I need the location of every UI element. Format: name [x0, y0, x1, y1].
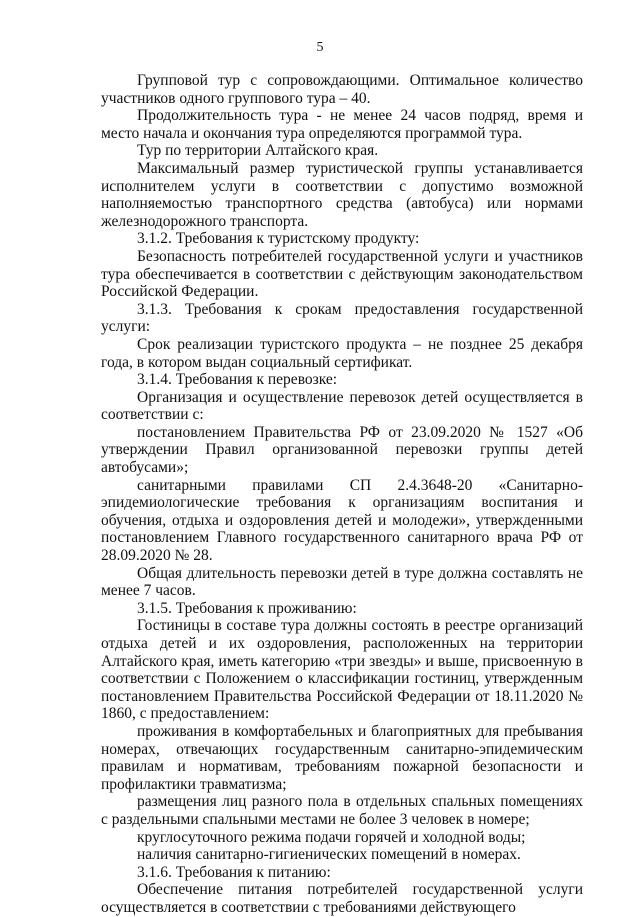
paragraph-catering: Обеспечение питания потребителей государственной услуги осуществляется в соответствии с требованиями действующего — [101, 881, 583, 916]
paragraph-safety: Безопасность потребителей государственной услуги и участников тура обеспечивается в соответствии с действующим законодательством Российской Федерации. — [101, 247, 583, 301]
paragraph-duration: Продолжительность тура - не менее 24 часов подряд, время и место начала и окончания тура определяются программой тура. — [101, 107, 583, 142]
paragraph-decree-1527: постановлением Правительства РФ от 23.09.2020 № 1527 «Об утверждении Правил организованной перевозки группы детей автобусами»; — [101, 423, 583, 477]
page-number: 5 — [316, 40, 324, 55]
paragraph-hotels: Гостиницы в составе тура должны состоять в реестре организаций отдыха детей и их оздоровления, расположенных на территории Алтайского края, иметь категорию «три звезды» и выше, присвоенную в соответствии с Положением о классификации гостиниц, утвержденным постановлением Правительства Российской Федерации от 18.11.2020 № 1860, с предоставлением: — [101, 617, 583, 723]
paragraph-group-tour: Групповой тур с сопровождающими. Оптимальное количество участников одного группового тура – 40. — [101, 72, 583, 107]
paragraph-water-supply: круглосуточного режима подачи горячей и холодной воды; — [137, 828, 526, 846]
paragraph-transport-intro: Организация и осуществление перевозок детей осуществляется в соответствии с: — [101, 388, 583, 424]
paragraph-group-size: Максимальный размер туристической группы устанавливается исполнителем услуги в соответствии с допустимо возможной наполняемостью транспортного средства (автобуса) или нормами железнодорожного транспорта. — [101, 159, 583, 230]
paragraph-territory: Тур по территории Алтайского края. — [137, 142, 379, 160]
section-heading-3-1-5: 3.1.5. Требования к проживанию: — [137, 599, 357, 617]
paragraph-sanitary-rooms: наличия санитарно-гигиенических помещений в номерах. — [137, 846, 521, 864]
section-heading-3-1-4: 3.1.4. Требования к перевозке: — [137, 371, 338, 389]
section-heading-3-1-3: 3.1.3. Требования к срокам предоставления государственной услуги: — [101, 300, 583, 336]
document-body — [101, 72, 583, 917]
paragraph-deadline: Срок реализации туристского продукта – не позднее 25 декабря года, в котором выдан социальный сертификат. — [101, 335, 583, 371]
section-heading-3-1-6: 3.1.6. Требования к питанию: — [137, 863, 331, 881]
paragraph-sanitary-rules: санитарными правилами СП 2.4.3648-20 «Санитарно-эпидемиологические требования к организациям воспитания и обучения, отдыха и оздоровления детей и молодежи», утвержденными постановлением Главного государственного санитарного врача РФ от 28.09.2020 № 28. — [101, 476, 583, 565]
paragraph-transport-duration: Общая длительность перевозки детей в туре должна составлять не менее 7 часов. — [101, 564, 583, 600]
paragraph-accommodation: проживания в комфортабельных и благоприятных для пребывания номерах, отвечающих государственным санитарно-эпидемическим правилам и нормативам, требованиям пожарной безопасности и профилактики травматизма; — [101, 722, 583, 793]
paragraph-gender-separation: размещения лиц разного пола в отдельных спальных помещениях с раздельными спальными местами не более 3 человек в номере; — [101, 793, 583, 828]
section-heading-3-1-2: 3.1.2. Требования к туристскому продукту: — [137, 230, 420, 248]
